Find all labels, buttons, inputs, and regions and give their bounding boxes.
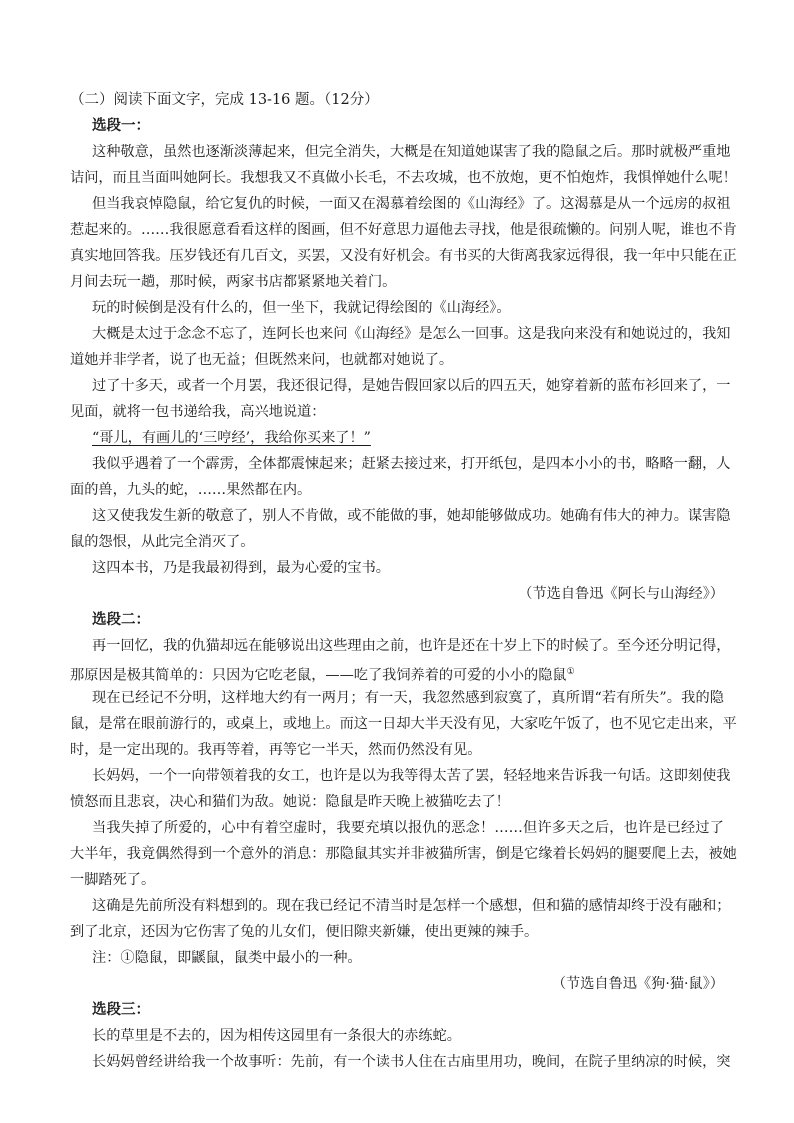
- s1-line: 大概是太过于念念不忘了，连阿长也来问《山海经》是怎么一回事。这是我向来没有和她说过的，我知: [92, 326, 731, 342]
- s2-source: （节选自鲁迅《狗·猫·鼠》）: [551, 976, 724, 992]
- section-3-heading: 选段三：: [92, 1002, 150, 1018]
- s1-line: 这四本书，乃是我最初得到，最为心爱的宝书。: [92, 560, 390, 576]
- s2-line: 长妈妈，一个一向带领着我的女工，也许是以为我等得太苦了罢，轻轻地来告诉我一句话。这即刻使我: [92, 768, 731, 784]
- s1-line: 这又使我发生新的敬意了，别人不肯做，或不能做的事，她却能够做成功。她确有伟大的神力。谋害隐: [92, 508, 731, 524]
- s2-line: 到了北京，还因为它伤害了兔的儿女们，便旧隙夹新嫌，使出更辣的辣手。: [70, 924, 539, 940]
- s2-line: 当我失掉了所爱的，心中有着空虚时，我要充填以报仇的恶念！……但许多天之后，也许是已经过了: [92, 820, 724, 836]
- question-header: （二）阅读下面文字，完成 13-16 题。（12分）: [70, 92, 379, 108]
- s1-line: 惹起来的。……我很愿意看看这样的图画，但不好意思力逼他去寻找，他是很疏懒的。问别人呢，谁也不肯: [70, 222, 737, 238]
- s2-line: 一脚踏死了。: [70, 872, 156, 888]
- s2-line: 现在已经记不分明，这样地大约有一两月；有一天，我忽然感到寂寞了，真所谓“若有所失”。我的隐: [92, 690, 724, 706]
- s1-line: 我似乎遇着了一个霹雳，全体都震悚起来；赶紧去接过来，打开纸包，是四本小小的书，略略一翻，人: [92, 456, 731, 472]
- footnote-marker: ①: [566, 667, 575, 677]
- s3-line: 长的草里是不去的，因为相传这园里有一条很大的赤练蛇。: [92, 1028, 461, 1044]
- s1-line: 这种敬意，虽然也逐渐淡薄起来，但完全消失，大概是在知道她谋害了我的隐鼠之后。那时就极严重地: [92, 144, 731, 160]
- s1-quote-underlined: “哥儿，有画儿的‘三哼经’，我给你买来了！”: [92, 430, 371, 446]
- section-1-heading: 选段一：: [92, 118, 150, 134]
- s2-footnote: 注：①隐鼠，即鼷鼠，鼠类中最小的一种。: [92, 950, 362, 966]
- s1-line: 道她并非学者，说了也无益；但既然来问，也就都对她说了。: [70, 352, 454, 368]
- s2-line-text: 那原因是极其简单的：只因为它吃老鼠，——吃了我饲养着的可爱的小小的隐鼠: [70, 667, 567, 684]
- s1-source: （节选自鲁迅《阿长与山海经》）: [518, 586, 724, 602]
- s1-line: 月间去玩一趟，那时候，两家书店都紧紧地关着门。: [70, 274, 397, 290]
- s2-line: 愤怒而且悲哀，决心和猫们为敌。她说：隐鼠是昨天晚上被猫吃去了！: [70, 794, 510, 810]
- section-2-heading: 选段二：: [92, 612, 150, 628]
- s2-line: [70, 662, 575, 686]
- s2-line: 再一回忆，我的仇猫却远在能够说出这些理由之前，也许是还在十岁上下的时候了。至今还分明记得，: [92, 638, 731, 654]
- s1-line: 面的兽，九头的蛇，……果然都在内。: [70, 482, 312, 498]
- s1-line: 诘问，而且当面叫她阿长。我想我又不真做小长毛，不去攻城，也不放炮，更不怕炮炸，我惧惮她什么呢！: [70, 170, 737, 186]
- s1-line: 过了十多天，或者一个月罢，我还很记得，是她告假回家以后的四五天，她穿着新的蓝布衫回来了，一: [92, 378, 731, 394]
- s1-line: 玩的时候倒是没有什么的，但一坐下，我就记得绘图的《山海经》。: [92, 300, 511, 316]
- s2-line: 大半年，我竟偶然得到一个意外的消息：那隐鼠其实并非被猫所害，倒是它缘着长妈妈的腿要爬上去，被她: [70, 846, 737, 862]
- s3-line: 长妈妈曾经讲给我一个故事听：先前，有一个读书人住在古庙里用功，晚间，在院子里纳凉的时候，突: [92, 1054, 731, 1070]
- s1-line: 但当我哀悼隐鼠，给它复仇的时候，一面又在渴慕着绘图的《山海经》了。这渴慕是从一个远房的叔祖: [92, 196, 731, 212]
- s2-line: 鼠，是常在眼前游行的，或桌上，或地上。而这一日却大半天没有见，大家吃午饭了，也不见它走出来，平: [70, 716, 737, 732]
- s1-line: 真实地回答我。压岁钱还有几百文，买罢，又没有好机会。有书买的大街离我家远得很，我一年中只能在正: [70, 248, 737, 264]
- s1-line: 见面，就将一包书递给我，高兴地说道：: [70, 404, 326, 420]
- s2-line: 这确是先前所没有料想到的。现在我已经记不清当时是怎样一个感想，但和猫的感情却终于没有融和；: [92, 898, 731, 914]
- s1-line: 鼠的怨恨，从此完全消灭了。: [70, 534, 255, 550]
- s2-line: 时，是一定出现的。我再等着，再等它一半天，然而仍然没有见。: [70, 742, 482, 758]
